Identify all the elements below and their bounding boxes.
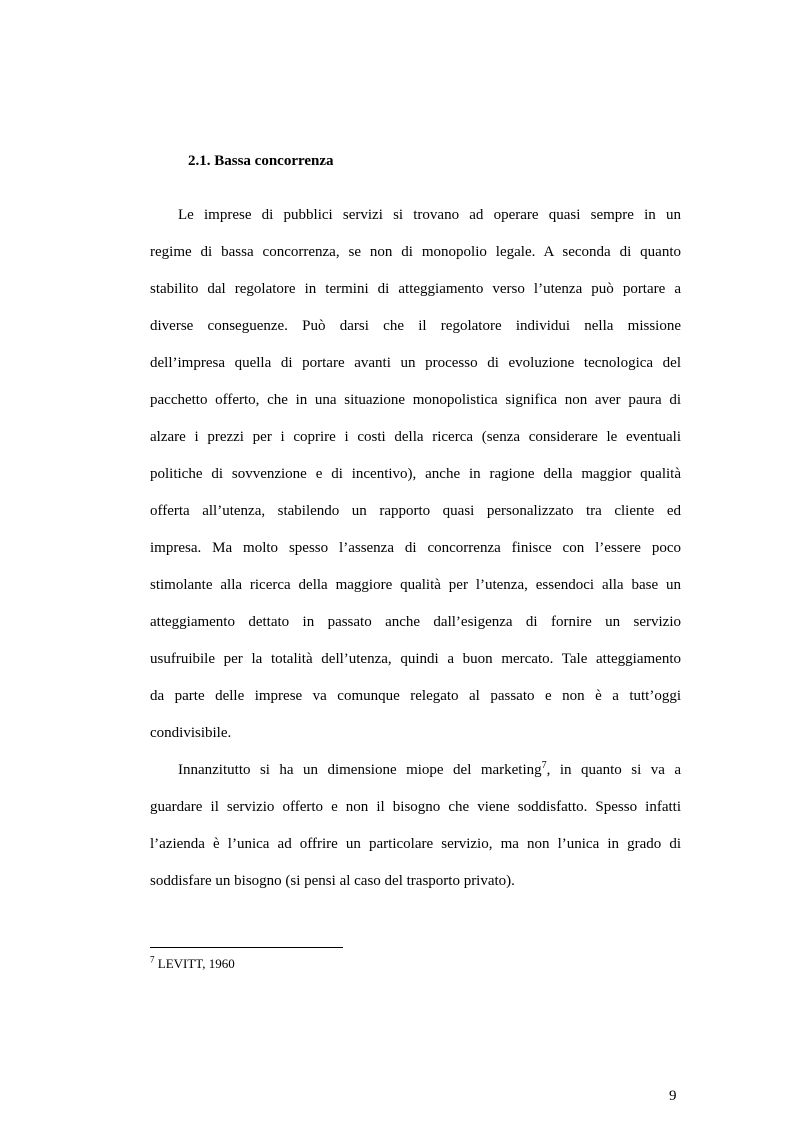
paragraph-2-line-3: l’azienda è l’unica ad offrire un particolare servizio, ma non l’unica in grado di — [150, 836, 681, 852]
section-heading: 2.1. Bassa concorrenza — [188, 153, 334, 169]
paragraph-2-line-1-before: Innanzitutto si ha un dimensione miope del marketing — [178, 762, 542, 778]
paragraph-1-line-2: regime di bassa concorrenza, se non di monopolio legale. A seconda di quanto — [150, 244, 681, 260]
paragraph-1-line-7: alzare i prezzi per i coprire i costi della ricerca (senza considerare le eventuali — [150, 429, 681, 445]
paragraph-1-line-10: impresa. Ma molto spesso l’assenza di concorrenza finisce con l’essere poco — [150, 540, 681, 556]
paragraph-2-line-1-after: , in quanto si va a — [546, 762, 681, 778]
paragraph-1-line-3: stabilito dal regolatore in termini di atteggiamento verso l’utenza può portare a — [150, 281, 681, 297]
paragraph-2-line-2: guardare il servizio offerto e non il bisogno che viene soddisfatto. Spesso infatti — [150, 799, 681, 815]
footnote — [150, 955, 235, 973]
page-number: 9 — [669, 1088, 677, 1104]
paragraph-1-line-1: Le imprese di pubblici servizi si trovano ad operare quasi sempre in un — [178, 207, 681, 223]
footnote-divider — [150, 947, 343, 948]
footnote-reference: 7 — [541, 760, 547, 771]
paragraph-1-line-12: atteggiamento dettato in passato anche dall’esigenza di fornire un servizio — [150, 614, 681, 630]
paragraph-2 — [150, 758, 681, 906]
body-text — [150, 203, 681, 906]
paragraph-1-line-11: stimolante alla ricerca della maggiore qualità per l’utenza, essendoci alla base un — [150, 577, 681, 593]
paragraph-1-line-5: dell’impresa quella di portare avanti un processo di evoluzione tecnologica del — [150, 355, 681, 371]
paragraph-2-line-4: soddisfare un bisogno (si pensi al caso del trasporto privato). — [150, 873, 515, 889]
footnote-number: 7 — [150, 954, 155, 965]
paragraph-1-line-14: da parte delle imprese va comunque relegato al passato e non è a tutt’oggi — [150, 688, 681, 704]
paragraph-1-line-15: condivisibile. — [150, 725, 232, 741]
paragraph-1-line-13: usufruibile per la totalità dell’utenza, quindi a buon mercato. Tale atteggiamento — [150, 651, 681, 667]
paragraph-2-line-1 — [150, 758, 681, 795]
paragraph-1-line-9: offerta all’utenza, stabilendo un rapporto quasi personalizzato tra cliente ed — [150, 503, 681, 519]
paragraph-1-line-4: diverse conseguenze. Può darsi che il regolatore individui nella missione — [150, 318, 681, 334]
footnote-text: LEVITT, 1960 — [154, 956, 235, 971]
paragraph-1-line-8: politiche di sovvenzione e di incentivo), anche in ragione della maggior qualità — [150, 466, 681, 482]
paragraph-1-line-6: pacchetto offerto, che in una situazione monopolistica significa non aver paura di — [150, 392, 681, 408]
paragraph-1 — [150, 203, 681, 758]
